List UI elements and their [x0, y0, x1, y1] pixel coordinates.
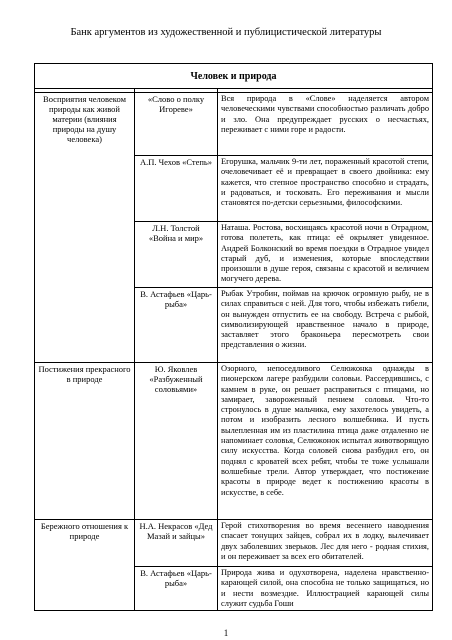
work-cell: Ю. Яковлев «Разбуженный соловьями» — [135, 363, 218, 520]
work-cell: В. Астафьев «Царь-рыба» — [135, 288, 218, 363]
table-row — [35, 520, 433, 567]
work-cell: А.П. Чехов «Степь» — [135, 156, 218, 222]
page-number: 1 — [223, 628, 229, 638]
document-title: Банк аргументов из художественной и публицистической литературы — [70, 27, 382, 38]
work-cell: Н.А. Некрасов «Дед Мазай и зайцы» — [135, 520, 218, 567]
arguments-table — [34, 63, 433, 611]
argument-cell: Рыбак Утробин, поймав на крючок огромную рыбу, не в силах справиться с ней. Для того, чтобы избежать гибели, он вынужден отпустить ее на свободу. Встреча с рыбой, символизирующей нравственное начало в природе, заставляет этого браконьера пересмотреть свои представления о жизни. — [218, 288, 433, 363]
theme-cell: Постижения прекрасного в природе — [35, 363, 135, 520]
argument-cell: Наташа. Ростова, восхищаясь красотой ночи в Отрадном, готова полететь, как птица: её окрыляет увиденное. Андрей Болконский во время поездки в Отрадное увидел старый дуб, и изменения, которые впоследствии произошли в душе героя, связаны с красотой и величием могучего дерева. — [218, 222, 433, 288]
argument-cell: Озорного, непоседливого Селюжонка однажды в пионерском лагере разбудили соловьи. Рассердившись, с камнем в руке, он решает расправиться с птицами, но замирает, завороженный пением соловья. Что-то стронулось в душе мальчика, ему захотелось увидеть, а потом и изобразить лесного волшебника. И пусть вылепленная им из пластилина птица даже отдаленно не напоминает соловья, Селюжонок испытал животворящую силу искусства. Когда соловей снова разбудил его, он поднял с кроватей всех ребят, чтобы те тоже услышали волшебные трели. Автор утверждает, что постижение красоты в природе ведет к постижению красоты в искусстве, в себе. — [218, 363, 433, 520]
work-cell: Л.Н. Толстой «Война и мир» — [135, 222, 218, 288]
argument-cell: Природа жива и одухотворена, наделена нравственно-карающей силой, она способна не только защищаться, но и нести возмездие. Иллюстрацией карающей силы служит судьба Гоши — [218, 567, 433, 611]
section-title: Человек и природа — [35, 64, 433, 89]
section-header-row — [35, 64, 433, 89]
theme-cell: Восприятия человеком природы как живой материи (влияния природы на душу человека) — [35, 93, 135, 363]
work-cell: В. Астафьев «Царь-рыба» — [135, 567, 218, 611]
work-cell: «Слово о полку Игореве» — [135, 93, 218, 156]
table-row — [35, 363, 433, 520]
argument-cell: Герой стихотворения во время весеннего наводнения спасает тонущих зайцев, собрал их в лодку, вылечивает двух заболевших зверьков. Лес для него - родная стихия, и он переживает за всех его обитателей. — [218, 520, 433, 567]
table-row — [35, 93, 433, 156]
theme-cell: Бережного отношения к природе — [35, 520, 135, 611]
argument-cell: Егорушка, мальчик 9-ти лет, пораженный красотой степи, очеловечивает её и превращает в своего двойника: ему кажется, что степное пространство способно и страдать, и радоваться, и тосковать. Его переживания и мысли становятся по-детски серьезными, философскими. — [218, 156, 433, 222]
argument-cell: Вся природа в «Слове» наделяется автором человеческими чувствами способностью различать добро и зло. Она предупреждает русских о несчастьях, переживает с ними горе и радости. — [218, 93, 433, 156]
